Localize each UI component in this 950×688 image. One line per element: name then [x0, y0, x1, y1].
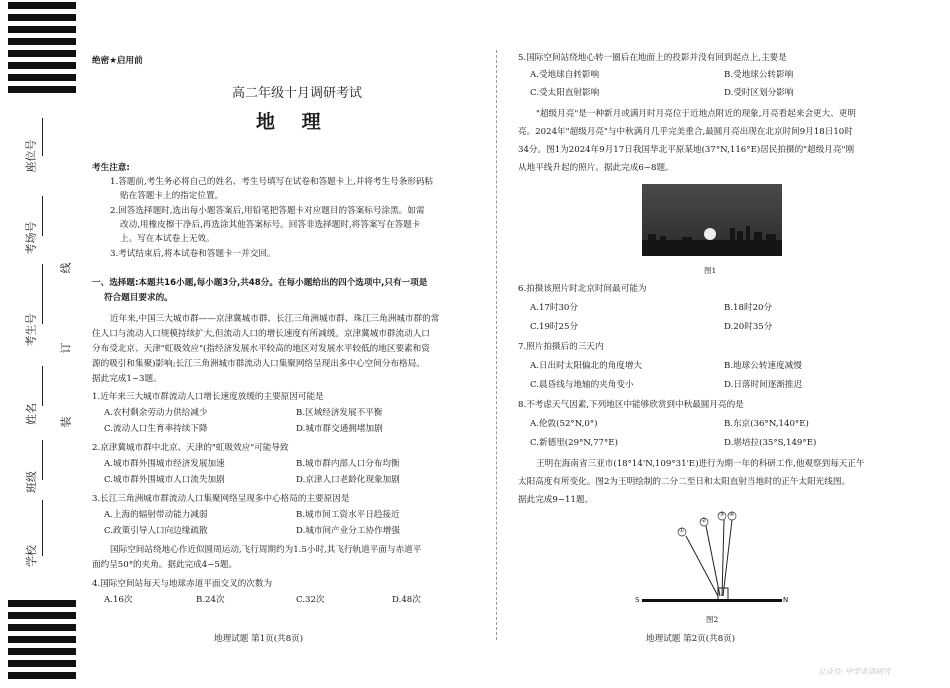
q2-option-d: D.京津人口老龄化现象加剧 — [296, 475, 400, 485]
ray-2 — [706, 526, 720, 596]
secret-mark: 绝密★启用前 — [92, 56, 143, 66]
right-footer: 地理试题 第2页(共8页) — [646, 634, 736, 644]
q4-option-b: B.24次 — [196, 595, 225, 605]
q3-option-b: B.城市间工资水平日趋接近 — [296, 510, 400, 520]
q5-option-a: A.受地球自转影响 — [530, 70, 600, 80]
q3-option-a: A.上海的辐射带动能力减弱 — [104, 510, 208, 520]
passage2-line: 国际空间站绕地心作近似圆周运动,飞行周期约为1.5小时,其飞行轨道平面与赤道平 — [110, 545, 422, 555]
q1-option-b: B.区域经济发展不平衡 — [296, 408, 383, 418]
subject-title: 地 理 — [256, 111, 331, 133]
q8-stem: 8.不考虑天气因素,下列地区中能够欣赏到中秋最圆月亮的是 — [518, 400, 744, 410]
passage4-line: 太阳高度有所变化。图2为王明绘制的二分二至日和太阳直射当地时的正午太阳光线图。 — [518, 477, 851, 487]
q7-option-d: D.日落时间逐渐推迟 — [724, 380, 803, 390]
passage3-line: 34分。图1为2024年9月17日我国华北平原某地(37°N,116°E)居民拍摄的"超级月亮"刚 — [518, 145, 855, 155]
cut-mark-line: 线 — [59, 262, 73, 274]
q5-stem: 5.国际空间站绕地心转一圈后在地面上的投影并没有回到起点上,主要是 — [518, 53, 787, 63]
section-heading-cont: 符合题目要求的。 — [104, 293, 173, 303]
ray-1 — [686, 536, 718, 596]
q4-option-d: D.48次 — [392, 595, 421, 605]
q3-option-c: C.政策引导人口向边缘疏散 — [104, 526, 208, 536]
passage1-line: 住人口与流动人口规模持续扩大,但流动人口的增长速度有所减缓。京津冀城市群流动人口 — [92, 329, 430, 339]
field-school: 学校 — [25, 545, 38, 567]
cut-mark-fix: 装 — [59, 416, 73, 428]
field-seat-line — [42, 118, 43, 156]
left-footer: 地理试题 第1页(共8页) — [214, 634, 304, 644]
q6-option-a: A.17时30分 — [530, 303, 578, 313]
field-class-line — [42, 440, 43, 480]
passage3-line: 亮。2024年"超级月亮"与中秋满月几乎完美重合,最圆月亮出现在北京时间9月18日10时 — [518, 127, 853, 137]
q6-option-c: C.19时25分 — [530, 322, 579, 332]
page-divider — [496, 50, 497, 640]
ray-4 — [723, 520, 732, 596]
passage1-line: 据此完成1~3题。 — [92, 374, 162, 384]
passage4-line: 王明在海南省三亚市(18°14'N,109°31'E)进行为期一年的科研工作,他观察到每天正午 — [536, 459, 865, 469]
notice-line: 2.回答选择题时,选出每小题答案后,用铅笔把答题卡对应题目的答案标号涂黑。如需 — [110, 206, 425, 216]
ray-label-1: ① — [679, 527, 685, 534]
q2-option-b: B.城市群内部人口分布均衡 — [296, 459, 400, 469]
notice-line: 3.考试结束后,将本试卷和答题卡一并交回。 — [110, 249, 276, 259]
q6-option-d: D.20时35分 — [724, 322, 773, 332]
field-class: 班级 — [25, 471, 38, 493]
field-room: 考场号 — [24, 221, 38, 255]
q5-option-b: B.受地球公转影响 — [724, 70, 794, 80]
q6-stem: 6.拍摄该照片时北京时间最可能为 — [518, 284, 647, 294]
passage1-line: 源的吸引和集聚)影响;长江三角洲城市群流动人口集聚网络呈现出多中心空间分布格局。 — [92, 359, 425, 369]
field-examinee-line — [42, 264, 43, 324]
q1-stem: 1.近年来三大城市群流动人口增长速度放缓的主要原因可能是 — [92, 392, 324, 402]
notice-line: 贴在答题卡上的指定位置。 — [120, 191, 224, 201]
field-seat: 座位号 — [24, 139, 38, 173]
field-name-line — [42, 366, 43, 406]
q4-option-a: A.16次 — [104, 595, 133, 605]
q4-stem: 4.国际空间站每天与地球赤道平面交叉的次数为 — [92, 579, 273, 589]
q2-stem: 2.京津冀城市群中北京、天津的"虹吸效应"可能导致 — [92, 443, 289, 453]
q8-option-a: A.伦敦(52°N,0°) — [530, 419, 598, 429]
passage3-line: 从地平线升起的照片。据此完成6~8题。 — [518, 163, 674, 173]
section-heading: 一、选择题:本题共16小题,每小题3分,共48分。在每小题给出的四个选项中,只有一项是 — [92, 278, 428, 288]
figure2-sun-rays — [630, 506, 790, 614]
q4-option-c: C.32次 — [296, 595, 325, 605]
q5-option-d: D.受时区划分影响 — [724, 88, 794, 98]
q7-stem: 7.照片拍摄后的三天内 — [518, 342, 604, 352]
figure1-caption: 图1 — [704, 266, 717, 275]
ray-label-2: ② — [701, 517, 707, 524]
q1-option-d: D.城市群交通拥堵加剧 — [296, 424, 383, 434]
field-name: 姓名 — [25, 403, 38, 425]
north-label: N — [783, 596, 789, 604]
notice-heading: 考生注意: — [92, 163, 130, 173]
exam-title: 高二年级十月调研考试 — [232, 86, 363, 101]
passage2-line: 面约呈50°的夹角。据此完成4~5题。 — [92, 560, 238, 570]
ground-line — [642, 599, 782, 602]
ray-3 — [722, 520, 724, 596]
notice-line: 1.答题前,考生务必将自己的姓名、考生号填写在试卷和答题卡上,并将考生号条形码粘 — [110, 177, 434, 187]
q7-option-a: A.日出时太阳偏北的角度增大 — [530, 361, 643, 371]
moon — [704, 228, 716, 240]
south-label: S — [635, 596, 640, 604]
figure2-caption: 图2 — [706, 615, 719, 624]
q8-option-b: B.东京(36°N,140°E) — [724, 419, 809, 429]
q7-option-b: B.地球公转速度减慢 — [724, 361, 802, 371]
passage4-line: 据此完成9~11题。 — [518, 495, 594, 505]
q5-option-c: C.受太阳直射影响 — [530, 88, 600, 98]
q2-option-c: C.城市群外围城市人口流失加剧 — [104, 475, 225, 485]
figure1-moon-photo — [642, 184, 782, 256]
passage1-line: 分布受北京、天津"虹吸效应"(指经济发展水平较高的地区对发展水平较低的地区要素和资 — [92, 344, 430, 354]
q1-option-c: C.流动人口生育率持续下降 — [104, 424, 208, 434]
ray-label-3: ③ — [719, 511, 725, 518]
watermark: 公众号: 中学英语研究 — [818, 667, 891, 676]
q6-option-b: B.18时20分 — [724, 303, 773, 313]
passage3-line: "超级月亮"是一种新月或满月时月亮位于近地点附近的现象,月亮看起来会更大、更明 — [536, 109, 857, 119]
field-room-line — [42, 196, 43, 236]
field-school-line — [42, 500, 43, 556]
ray-label-4: ④ — [729, 511, 735, 518]
q3-stem: 3.长江三角洲城市群流动人口集聚网络呈现多中心格局的主要原因是 — [92, 494, 350, 504]
q8-option-c: C.新德里(29°N,77°E) — [530, 438, 618, 448]
q3-option-d: D.城市间产业分工协作增强 — [296, 526, 400, 536]
cut-mark-bind: 订 — [59, 342, 73, 354]
q7-option-c: C.晨昏线与地轴的夹角变小 — [530, 380, 634, 390]
q2-option-a: A.城市群外围城市经济发展加速 — [104, 459, 225, 469]
notice-line: 上。写在本试卷上无效。 — [120, 234, 215, 244]
q8-option-d: D.堪培拉(35°S,149°E) — [724, 438, 817, 448]
field-examinee: 考生号 — [24, 313, 38, 347]
passage1-line: 近年来,中国三大城市群——京津冀城市群、长江三角洲城市群、珠江三角洲城市群的常 — [110, 314, 440, 324]
notice-line: 改动,用橡皮擦干净后,再选涂其他答案标号。回答非选择题时,将答案写在答题卡 — [120, 220, 421, 230]
q1-option-a: A.农村剩余劳动力供给减少 — [104, 408, 208, 418]
